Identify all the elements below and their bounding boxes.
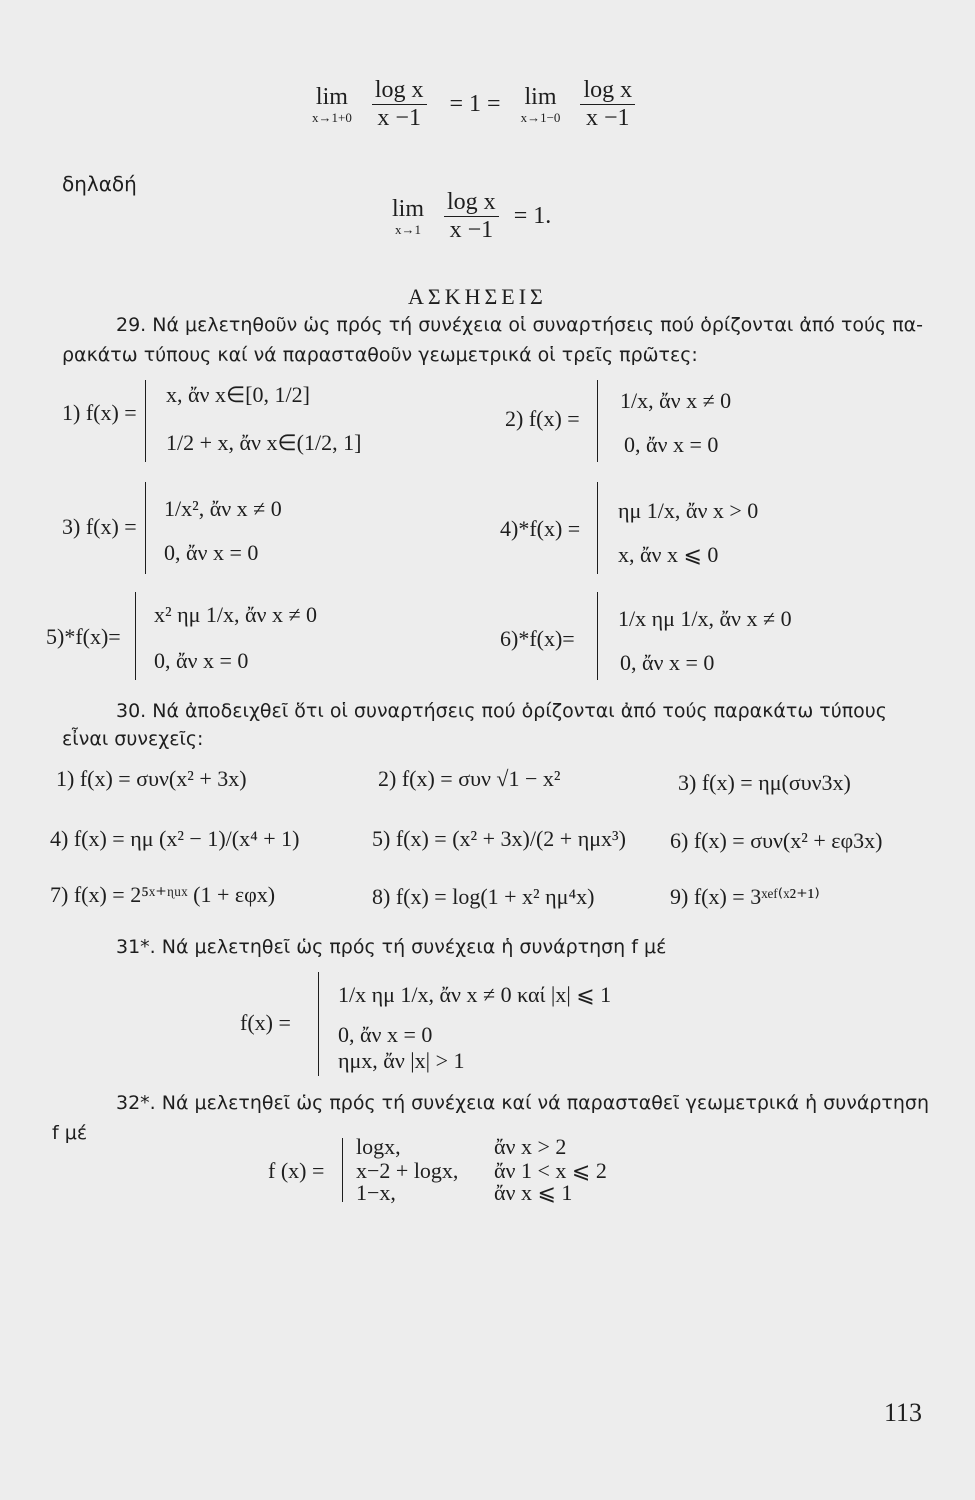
ex31-case2: 0, ἄν x = 0 (338, 1022, 433, 1047)
f4-brace (597, 482, 598, 574)
ex30-item-2: 2) f(x) = συν √1 − x² (378, 766, 561, 791)
f5-case1: x² ημ 1/x, ἄν x ≠ 0 (154, 602, 318, 627)
ex32-text-line1: 32*. Νά μελετηθεῖ ὡς πρός τή συνέχεια καί νά παρασταθεῖ γεωμετρικά ἡ συνάρτηση (116, 1092, 929, 1114)
ex31-brace (318, 972, 319, 1076)
ex32-case3-cond: ἄν x ⩽ 1 (494, 1180, 573, 1205)
ex32-case3-expr: 1−x, (356, 1180, 396, 1205)
f1-case1: x, ἄν x∈[0, 1/2] (166, 382, 310, 407)
ex30-text-line2: εἶναι συνεχεῖς: (62, 728, 204, 750)
ex32-brace (342, 1138, 343, 1202)
ex31-label: f(x) = (240, 1010, 291, 1035)
f3-case1: 1/x², ἄν x ≠ 0 (164, 496, 282, 521)
f3-case2: 0, ἄν x = 0 (164, 540, 259, 565)
f4-case2: x, ἄν x ⩽ 0 (618, 542, 719, 567)
f4-case1: ημ 1/x, ἄν x > 0 (618, 498, 759, 523)
top-limit-formula: lim x→1+0 $\frac{\text{log x}}{x -1}$ = 1 = lim x→1−0 $\frac{\text{log x}}{x -1}$ (312, 78, 638, 131)
fraction-log-right: $\frac{\text{log x}}{x -1}$ (580, 78, 635, 131)
ex32-text-line2: f μέ (52, 1122, 88, 1144)
ex30-item-3: 3) f(x) = ημ(συν3x) (678, 770, 851, 795)
ex30-item-9: 9) f(x) = 3ˣᵉᶠ⁽ˣ²⁺¹⁾ (670, 884, 820, 909)
f3-label: 3) f(x) = (62, 514, 137, 539)
ex32-label: f (x) = (268, 1158, 325, 1183)
ex29-text-line2: ρακάτω τύπους καί νά παρασταθοῦν γεωμετρικά οἱ τρεῖς πρῶτες: (62, 344, 698, 366)
f2-label: 2) f(x) = (505, 406, 580, 431)
section-title: ΑΣΚΗΣΕΙΣ (408, 284, 547, 309)
ex32-case1-expr: logx, (356, 1134, 401, 1159)
ex30-text-line1: 30. Νά ἀποδειχθεῖ ὅτι οἱ συναρτήσεις πού ὁρίζονται ἀπό τούς παρακάτω τύπους (116, 700, 887, 722)
f5-case2: 0, ἄν x = 0 (154, 648, 249, 673)
f6-brace (597, 592, 598, 680)
ex31-text: 31*. Νά μελετηθεῖ ὡς πρός τή συνέχεια ἡ συνάρτηση f μέ (116, 936, 667, 958)
f6-case2: 0, ἄν x = 0 (620, 650, 715, 675)
ex30-item-7: 7) f(x) = 2⁵ˣ⁺ᶯᵘˣ (1 + εφx) (50, 882, 276, 907)
ex32-case2-expr: x−2 + logx, (356, 1158, 459, 1183)
f5-brace (135, 592, 136, 680)
f2-brace (597, 380, 598, 462)
ex30-item-8: 8) f(x) = log(1 + x² ημ⁴x) (372, 884, 595, 909)
f1-brace (145, 380, 146, 462)
f1-label: 1) f(x) = (62, 400, 137, 425)
lim-right: lim x→1−0 (520, 84, 561, 125)
dilady-word: δηλαδή (62, 172, 137, 196)
ex30-item-1: 1) f(x) = συν(x² + 3x) (56, 766, 247, 791)
f6-label: 6)*f(x)= (500, 626, 575, 651)
ex32-case1-cond: ἄν x > 2 (494, 1134, 567, 1159)
fraction-log-left: $\frac{\text{log x}}{x -1}$ (372, 78, 427, 131)
page-number: 113 (884, 1398, 923, 1427)
f4-label: 4)*f(x) = (500, 516, 581, 541)
lim-left: lim x→1+0 (312, 84, 352, 125)
ex30-item-4: 4) f(x) = ημ (x² − 1)/(x⁴ + 1) (50, 826, 300, 851)
f2-case2: 0, ἄν x = 0 (624, 432, 719, 457)
f3-brace (145, 482, 146, 574)
f5-label: 5)*f(x)= (46, 624, 121, 649)
f2-case1: 1/x, ἄν x ≠ 0 (620, 388, 732, 413)
f1-case2: 1/2 + x, ἄν x∈(1/2, 1] (166, 430, 362, 455)
ex30-item-6: 6) f(x) = συν(x² + εφ3x) (670, 828, 883, 853)
ex32-case2-cond: ἄν 1 < x ⩽ 2 (494, 1158, 607, 1183)
f6-case1: 1/x ημ 1/x, ἄν x ≠ 0 (618, 606, 792, 631)
ex29-text-line1: 29. Νά μελετηθοῦν ὡς πρός τή συνέχεια οἱ συναρτήσεις πού ὁρίζονται ἀπό τούς πα- (116, 314, 924, 336)
second-limit-formula: lim x→1 $\frac{\text{log x}}{x -1}$ = 1. (392, 189, 552, 244)
ex30-item-5: 5) f(x) = (x² + 3x)/(2 + ημx³) (372, 826, 626, 851)
ex31-case3: ημx, ἄν |x| > 1 (338, 1048, 465, 1073)
ex31-case1: 1/x ημ 1/x, ἄν x ≠ 0 καί |x| ⩽ 1 (338, 982, 612, 1007)
